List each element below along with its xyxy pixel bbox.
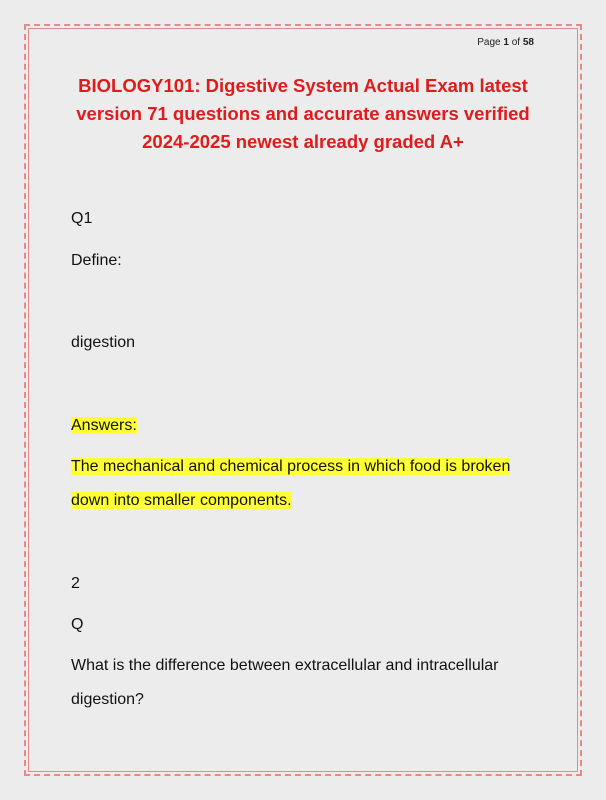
- question-2-prompt-line-1: What is the difference between extracellular and intracellular: [71, 657, 499, 674]
- answer-text-line-1: The mechanical and chemical process in which food is broken: [71, 458, 511, 475]
- document-title: BIOLOGY101: Digestive System Actual Exam latest version 71 questions and accurate answers verified 2024-2025 newest already graded A+: [76, 75, 530, 152]
- page-prefix: Page: [477, 37, 501, 48]
- question-1-term: digestion: [71, 334, 136, 351]
- page-number: [477, 37, 534, 48]
- page-current: 1: [503, 37, 509, 48]
- page-of: of: [511, 37, 521, 48]
- answer-label: Answers:: [71, 417, 137, 434]
- page-total: 58: [522, 37, 534, 48]
- answer-text-line-2: down into smaller components.: [71, 492, 292, 509]
- question-2-prompt-line-2: digestion?: [71, 691, 144, 708]
- question-1-prompt: Define:: [71, 252, 122, 269]
- question-2-number: 2: [71, 575, 80, 592]
- question-2-label: Q: [71, 616, 84, 633]
- question-1-number: Q1: [71, 210, 93, 227]
